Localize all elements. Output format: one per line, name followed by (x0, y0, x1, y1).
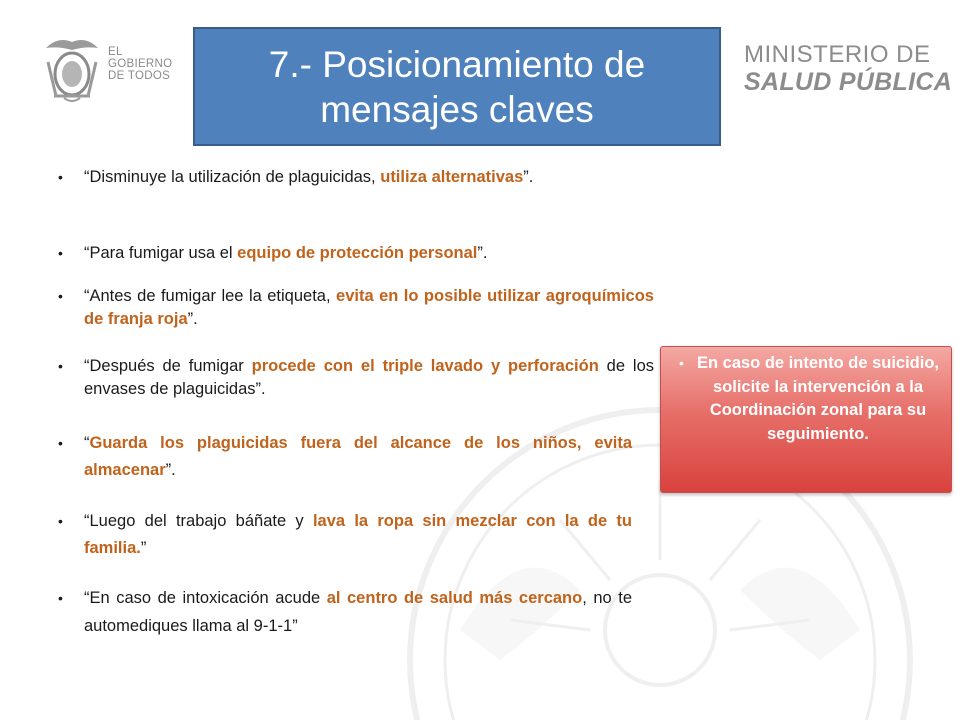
text-run: “Disminuye la utilización de plaguicidas, (84, 168, 381, 186)
highlighted-text: lava la ropa sin mezclar con la de tu familia. (84, 512, 632, 557)
bullet-icon: • (58, 435, 63, 451)
ministerio-logo (744, 41, 953, 112)
list-item-text (84, 242, 654, 265)
highlighted-text: procede con el triple lavado y perforación (251, 357, 599, 375)
list-item (58, 285, 654, 331)
bullet-icon: • (679, 355, 684, 371)
ministerio-logo-line1: MINISTERIO DE (744, 41, 931, 68)
text-run: ”. (187, 310, 198, 328)
bullet-icon: • (58, 513, 63, 529)
suicide-callout-box (660, 346, 952, 493)
list-item-text (84, 430, 632, 484)
bullet-icon: • (58, 169, 63, 185)
callout-text: En caso de intento de suicidio, solicite la intervención a la Coordinación zonal para su seguimiento. (696, 354, 940, 443)
text-run: ”. (165, 461, 176, 479)
text-run: “En caso de intoxicación acude (84, 589, 327, 607)
bullet-icon: • (58, 358, 63, 374)
text-run: “Después de fumigar (84, 357, 252, 375)
gobierno-logo (40, 34, 190, 104)
list-item-text (84, 584, 632, 640)
list-item (58, 430, 632, 484)
highlighted-text: Guarda los plaguicidas fuera del alcance de los niños, evita almacenar (84, 434, 632, 479)
list-item-text (84, 355, 654, 401)
highlighted-text: utiliza alternativas (380, 168, 524, 186)
text-run: ” (140, 539, 147, 557)
coat-of-arms-icon (40, 34, 104, 104)
list-item (58, 242, 654, 265)
text-run: “Para fumigar usa el (84, 244, 238, 262)
list-item (58, 355, 654, 401)
text-run: ”. (477, 244, 488, 262)
text-run: , no te automediques llama al 9-1-1” (84, 589, 632, 635)
list-item (58, 584, 632, 640)
gobierno-logo-text (108, 46, 172, 82)
text-run: de los envases de plaguicidas”. (84, 357, 654, 398)
bullet-icon: • (58, 245, 63, 261)
text-run: “ (84, 434, 90, 452)
highlighted-text: evita en lo posible utilizar agroquímicos de franja roja (84, 287, 654, 328)
gov-logo-line: EL (108, 46, 123, 58)
text-run: ”. (523, 168, 534, 186)
highlighted-text: equipo de protección personal (237, 244, 478, 262)
text-run: “Antes de fumigar lee la etiqueta, (84, 287, 337, 305)
gov-logo-line: GOBIERNO (108, 58, 173, 70)
highlighted-text: al centro de salud más cercano (326, 589, 583, 607)
bullet-icon: • (58, 288, 63, 304)
list-item-text (84, 508, 632, 562)
title-box (193, 27, 721, 146)
slide-title: 7.- Posicionamiento de mensajes claves (268, 43, 646, 130)
ministerio-logo-line2: SALUD PÚBLICA (744, 68, 953, 96)
list-item (58, 166, 654, 189)
list-item-text (84, 285, 654, 331)
list-item (58, 508, 632, 562)
list-item-text (84, 166, 654, 189)
gov-logo-line: DE TODOS (108, 70, 171, 82)
bullet-icon: • (58, 590, 63, 606)
text-run: “Luego del trabajo báñate y (84, 512, 313, 530)
